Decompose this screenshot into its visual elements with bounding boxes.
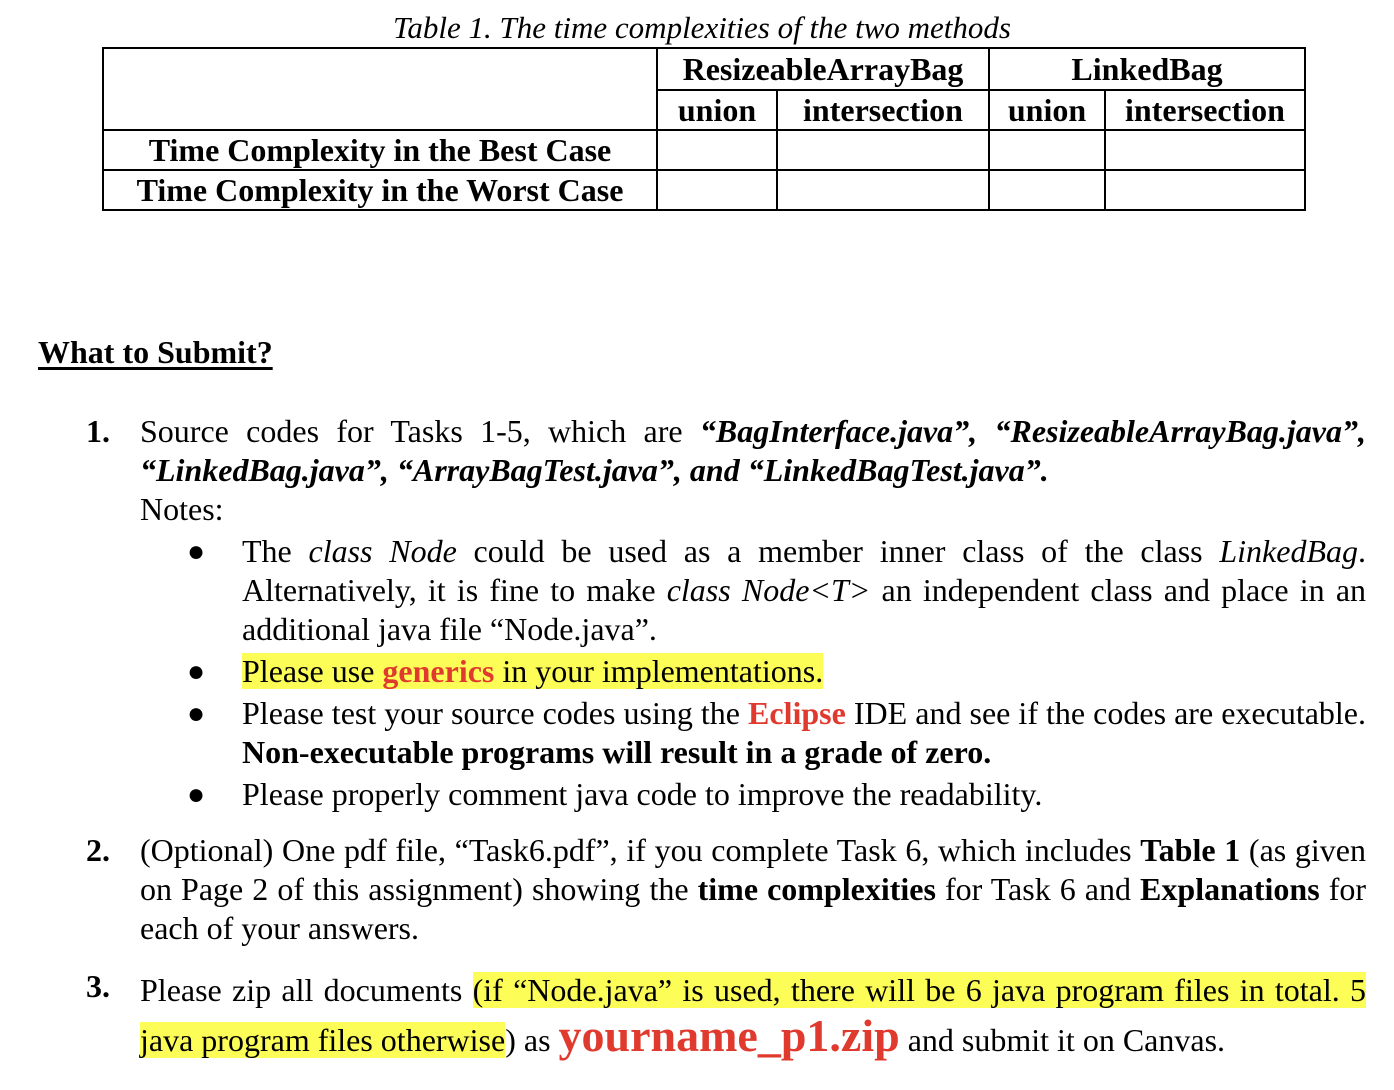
subheader-cell: intersection [777,90,989,130]
item-text: Explanations [1140,871,1320,907]
bullet-icon: ● [187,655,206,688]
bullet-icon: ● [187,778,206,811]
note-bullet-1 [242,532,1366,649]
item-number: 3. [86,968,110,1004]
list-item-3 [140,967,1366,1063]
complexity-table [102,47,1306,211]
list-item-2 [140,831,1366,948]
list-item-1 [140,412,1366,490]
table-cell [1105,130,1305,170]
group-header-linkedbag: LinkedBag [989,48,1305,90]
note-text: LinkedBag [1219,533,1358,569]
bullet-icon: ● [187,697,206,730]
table-corner-cell [103,90,657,130]
note-text: The [242,533,309,569]
table-cell [657,170,777,210]
group-header-resizeablearraybag: ResizeableArrayBag [657,48,989,90]
table-cell [777,130,989,170]
note-text: an independent class and place in an additional java file “Node.java”. [242,572,1367,647]
note-text: Please use [242,653,383,689]
note-text: class Node [308,533,457,569]
note-text: . Alternatively, it is fine to make [242,533,1366,608]
table-cell [989,130,1105,170]
note-text: Eclipse [748,695,846,731]
zip-filename: yourname_p1.zip [558,1010,900,1061]
item-text: time complexities [697,871,936,907]
highlighted-text [242,653,823,689]
item-number: 2. [86,832,110,868]
item-text: ) as [505,1022,559,1058]
item-text: Please zip all documents [140,972,473,1008]
table-cell [777,170,989,210]
note-text: IDE and see if the codes are executable. [845,695,1367,731]
note-text: in your implementations. [494,653,824,689]
table-subheader-row [103,90,1305,130]
row-label: Time Complexity in the Worst Case [103,170,657,210]
row-label: Time Complexity in the Best Case [103,130,657,170]
item-text: (as given on Page 2 of this assignment) showing the [140,832,1367,907]
item-text: for Task 6 and [935,871,1141,907]
item-number: 1. [86,413,110,449]
note-bullet-3 [242,694,1366,772]
subheader-cell: union [989,90,1105,130]
note-text: class Node<T> [666,572,871,608]
table-cell [989,170,1105,210]
item-text: (Optional) One pdf file, “Task6.pdf”, if you complete Task 6, which includes [140,832,1141,868]
item-text: for each of your answers. [140,871,1367,946]
item1-intro: Source codes for Tasks 1-5, which are [140,413,700,449]
highlighted-text: (if “Node.java” is used, there will be 6 java program files in total. 5 java program files otherwise [140,972,1367,1058]
note-text: Non-executable programs will result in a grade of zero. [242,734,992,770]
subheader-cell: intersection [1105,90,1305,130]
subheader-cell: union [657,90,777,130]
table-row [103,170,1305,210]
table-cell [1105,170,1305,210]
note-text: Please test your source codes using the [242,695,749,731]
note-bullet-2 [242,652,1366,691]
section-heading: What to Submit? [38,334,273,370]
table-row [103,130,1305,170]
note-text: could be used as a member inner class of the class [456,533,1220,569]
note-bullet-4: Please properly comment java code to improve the readability. [242,776,1043,812]
table-header-row [103,48,1305,90]
note-text: generics [382,653,495,689]
table-cell [657,130,777,170]
item-text: and submit it on Canvas. [899,1022,1226,1058]
table-corner-cell [103,48,657,90]
item1-files: “BagInterface.java”, “ResizeableArrayBag.java”, “LinkedBag.java”, “ArrayBagTest.java”, and “LinkedBagTest.java”. [140,413,1366,488]
bullet-icon: ● [187,535,206,568]
table-caption: Table 1. The time complexities of the two methods [393,10,1011,45]
notes-label: Notes: [140,491,224,527]
item-text: Table 1 [1140,832,1241,868]
